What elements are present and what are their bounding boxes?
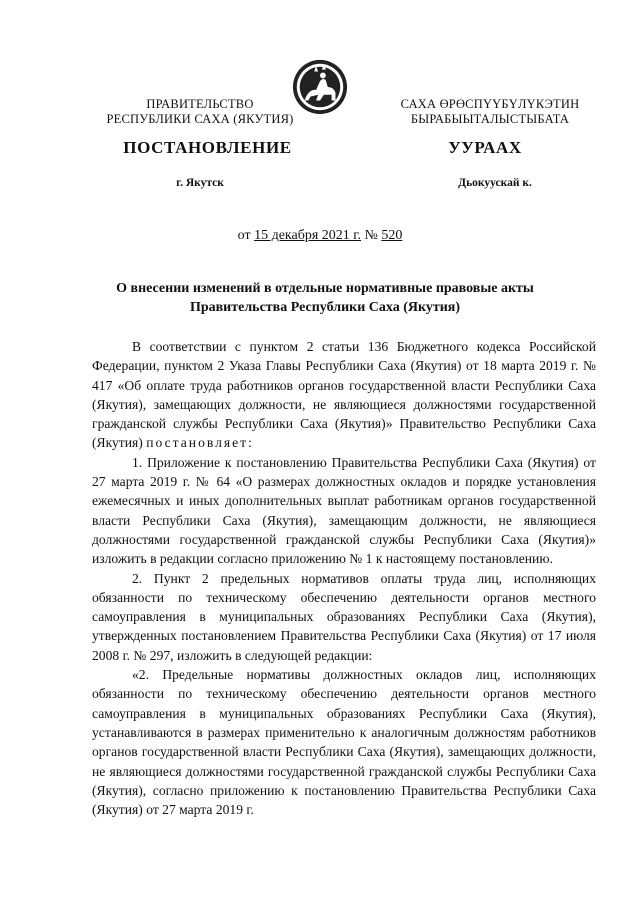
government-name-sah-line2: БЫРАБЫЫТАЛЫСТЫБАТА: [410, 112, 570, 126]
paragraph-preamble: [92, 337, 596, 453]
city-ru: г. Якутск: [176, 177, 224, 189]
preamble-text: В соответствии с пунктом 2 статьи 136 Бюджетного кодекса Российской Федерации, пунктом 2 Указа Главы Республики Саха (Якутия) от 18 марта 2019 г. № 417 «Об оплате труда работников органов государственной власти Республики Саха (Якутия), замещающих должности, не являющиеся должностями государственной гражданской службы Республики Саха (Якутия)» Правительство Республики Саха (Якутия): [92, 339, 596, 451]
government-name-ru: [100, 97, 300, 127]
decree-subject: [90, 279, 560, 317]
government-name-ru-line1: ПРАВИТЕЛЬСТВО: [146, 97, 254, 111]
subject-line1: О внесении изменений в отдельные нормативные правовые акты: [116, 281, 534, 296]
decree-date: 15 декабря 2021 г.: [254, 228, 361, 243]
decree-number: 520: [381, 228, 403, 243]
government-name-sah: [385, 97, 595, 127]
paragraph-item-2: 2. Пункт 2 предельных нормативов оплаты труда лиц, исполняющих обязанности по техническому обеспечению деятельности органов местного самоуправления в муниципальных образованиях Республики Саха (Якутия), утвержденных постановлением Правительства Республики Саха (Якутия) от 17 июля 2008 г. № 297, изложить в следующей редакции:: [92, 570, 596, 663]
decree-date-line: [0, 228, 640, 244]
paragraph-quoted-item-2: «2. Предельные нормативы должностных окладов лиц, исполняющих обязанности по техническому обеспечению деятельности органов местного самоуправления в муниципальных образованиях Республики Саха (Якутия), устанавливаются в размерах применительно к аналогичным должностям работников органов государственной власти Республики Саха (Якутия), замещающих должности, не являющиеся должностями государственной гражданской службы Республики Саха (Якутия), согласно приложению к постановлению Правительства Республики Саха (Якутия) от 27 марта 2019 г.: [92, 667, 596, 818]
government-name-ru-line2: РЕСПУБЛИКИ САХА (ЯКУТИЯ): [106, 112, 294, 126]
document-type-ru: ПОСТАНОВЛЕНИЕ: [123, 138, 292, 157]
paragraph-item-1: 1. Приложение к постановлению Правительства Республики Саха (Якутия) от 27 марта 2019 г. № 64 «О размерах должностных окладов и порядке установления ежемесячных и иных дополнительных выплат работникам органов государственной власти Республики Саха (Якутия), замещающим должности, не являющиеся должностями государственной гражданской службы Республики Саха (Якутия)» изложить в редакции согласно приложению № 1 к настоящему постановлению.: [92, 454, 596, 567]
date-prefix: от: [237, 228, 251, 243]
resolves-word: постановляет:: [146, 435, 254, 451]
city-sah: Дьокуускай к.: [458, 177, 532, 189]
subject-line2: Правительства Республики Саха (Якутия): [189, 300, 461, 315]
document-body: [92, 337, 596, 819]
document-type-sah: УУРААХ: [448, 138, 522, 157]
number-prefix: №: [364, 228, 378, 243]
government-name-sah-line1: САХА ӨРӨСПҮҮБҮЛҮКЭТИН: [400, 97, 580, 111]
